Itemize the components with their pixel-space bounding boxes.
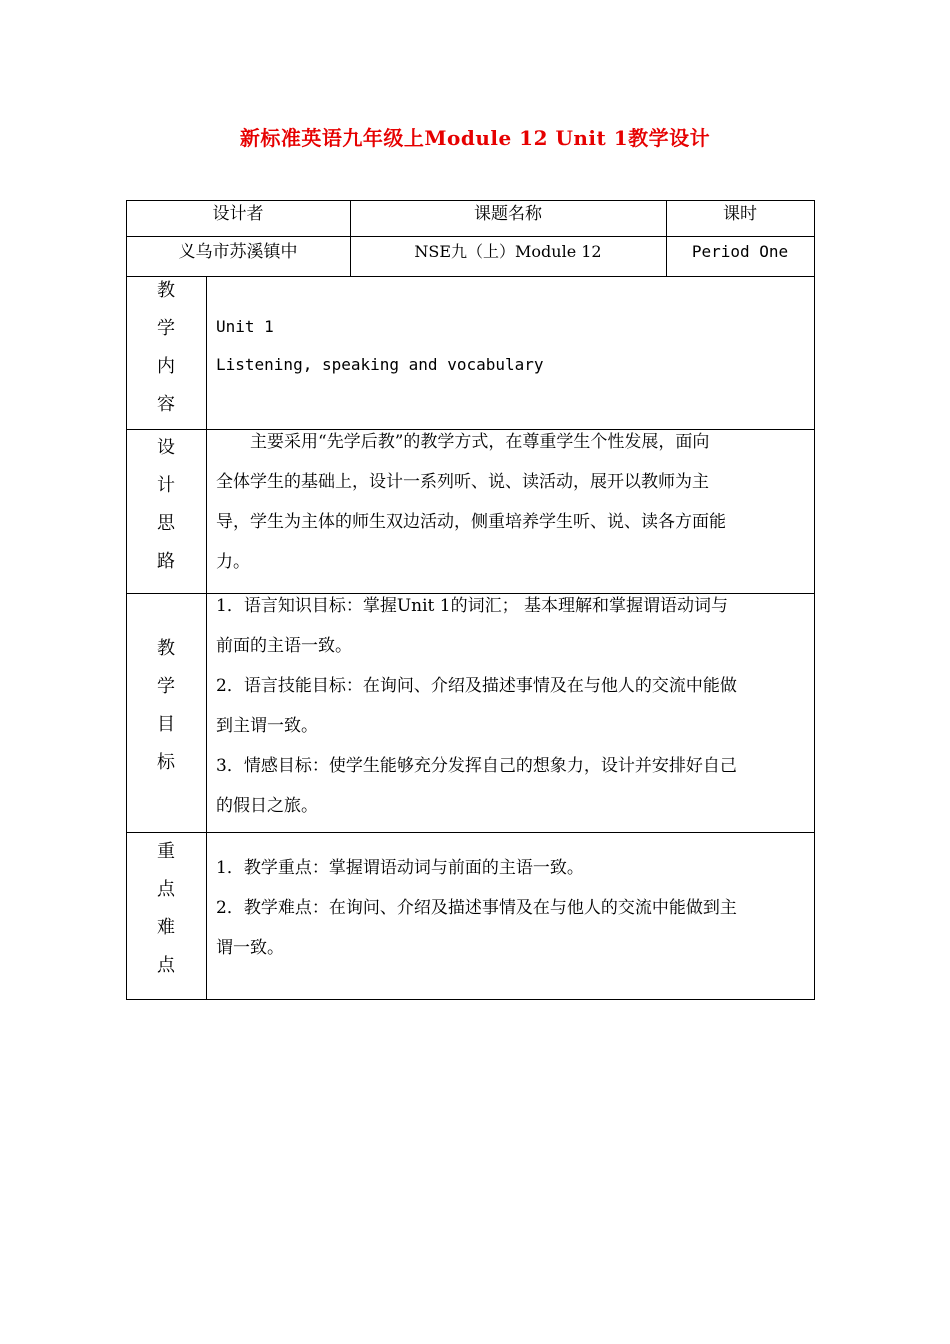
table-divider <box>206 276 207 1000</box>
table-divider <box>126 236 815 237</box>
topic-value: NSE九（上）Module 12 <box>414 242 602 261</box>
header-topic-label: 课题名称 <box>474 204 542 224</box>
period-value: Period One <box>691 242 789 261</box>
teaching-content-text: Unit 1 Listening, speaking and vocabulary <box>216 317 544 374</box>
table-divider <box>126 832 815 833</box>
row-label-teaching-goals: 教 学 目 标 <box>157 638 175 773</box>
table-divider <box>126 276 815 277</box>
table-border-top <box>126 200 815 201</box>
table-border-bottom <box>126 999 815 1000</box>
header-designer-label: 设计者 <box>212 204 264 224</box>
row-label-key-difficult-points: 重 点 难 点 <box>157 841 175 976</box>
table-border-right <box>814 200 815 1000</box>
row-label-design-idea: 设 计 思 路 <box>157 437 175 572</box>
row-label-teaching-content: 教 学 内 容 <box>157 280 175 415</box>
teaching-goals-text: 1．语言知识目标：掌握Unit 1的词汇； 基本理解和掌握谓语动词与 前面的主语一致。 2．语言技能目标：在询问、介绍及描述事情及在与他人的交流中能做 到主谓一致。 3．情感目标：使学生能够充分发挥自己的想象力，设计并安排好自己 的假日之旅。 <box>216 596 737 816</box>
design-idea-text: 主要采用“先学后教”的教学方式，在尊重学生个性发展，面向 全体学生的基础上，设计一系列听、说、读活动，展开以教师为主 导，学生为主体的师生双边活动，侧重培养学生听、说、读各方面能 力。 <box>216 432 726 572</box>
document-title: 新标准英语九年级上Module 12 Unit 1教学设计 <box>239 126 711 150</box>
key-difficult-points-text: 1．教学重点：掌握谓语动词与前面的主语一致。 2．教学难点：在询问、介绍及描述事情及在与他人的交流中能做到主 谓一致。 <box>216 858 737 958</box>
header-period-label: 课时 <box>723 204 757 224</box>
designer-value: 义乌市苏溪镇中 <box>178 242 298 262</box>
